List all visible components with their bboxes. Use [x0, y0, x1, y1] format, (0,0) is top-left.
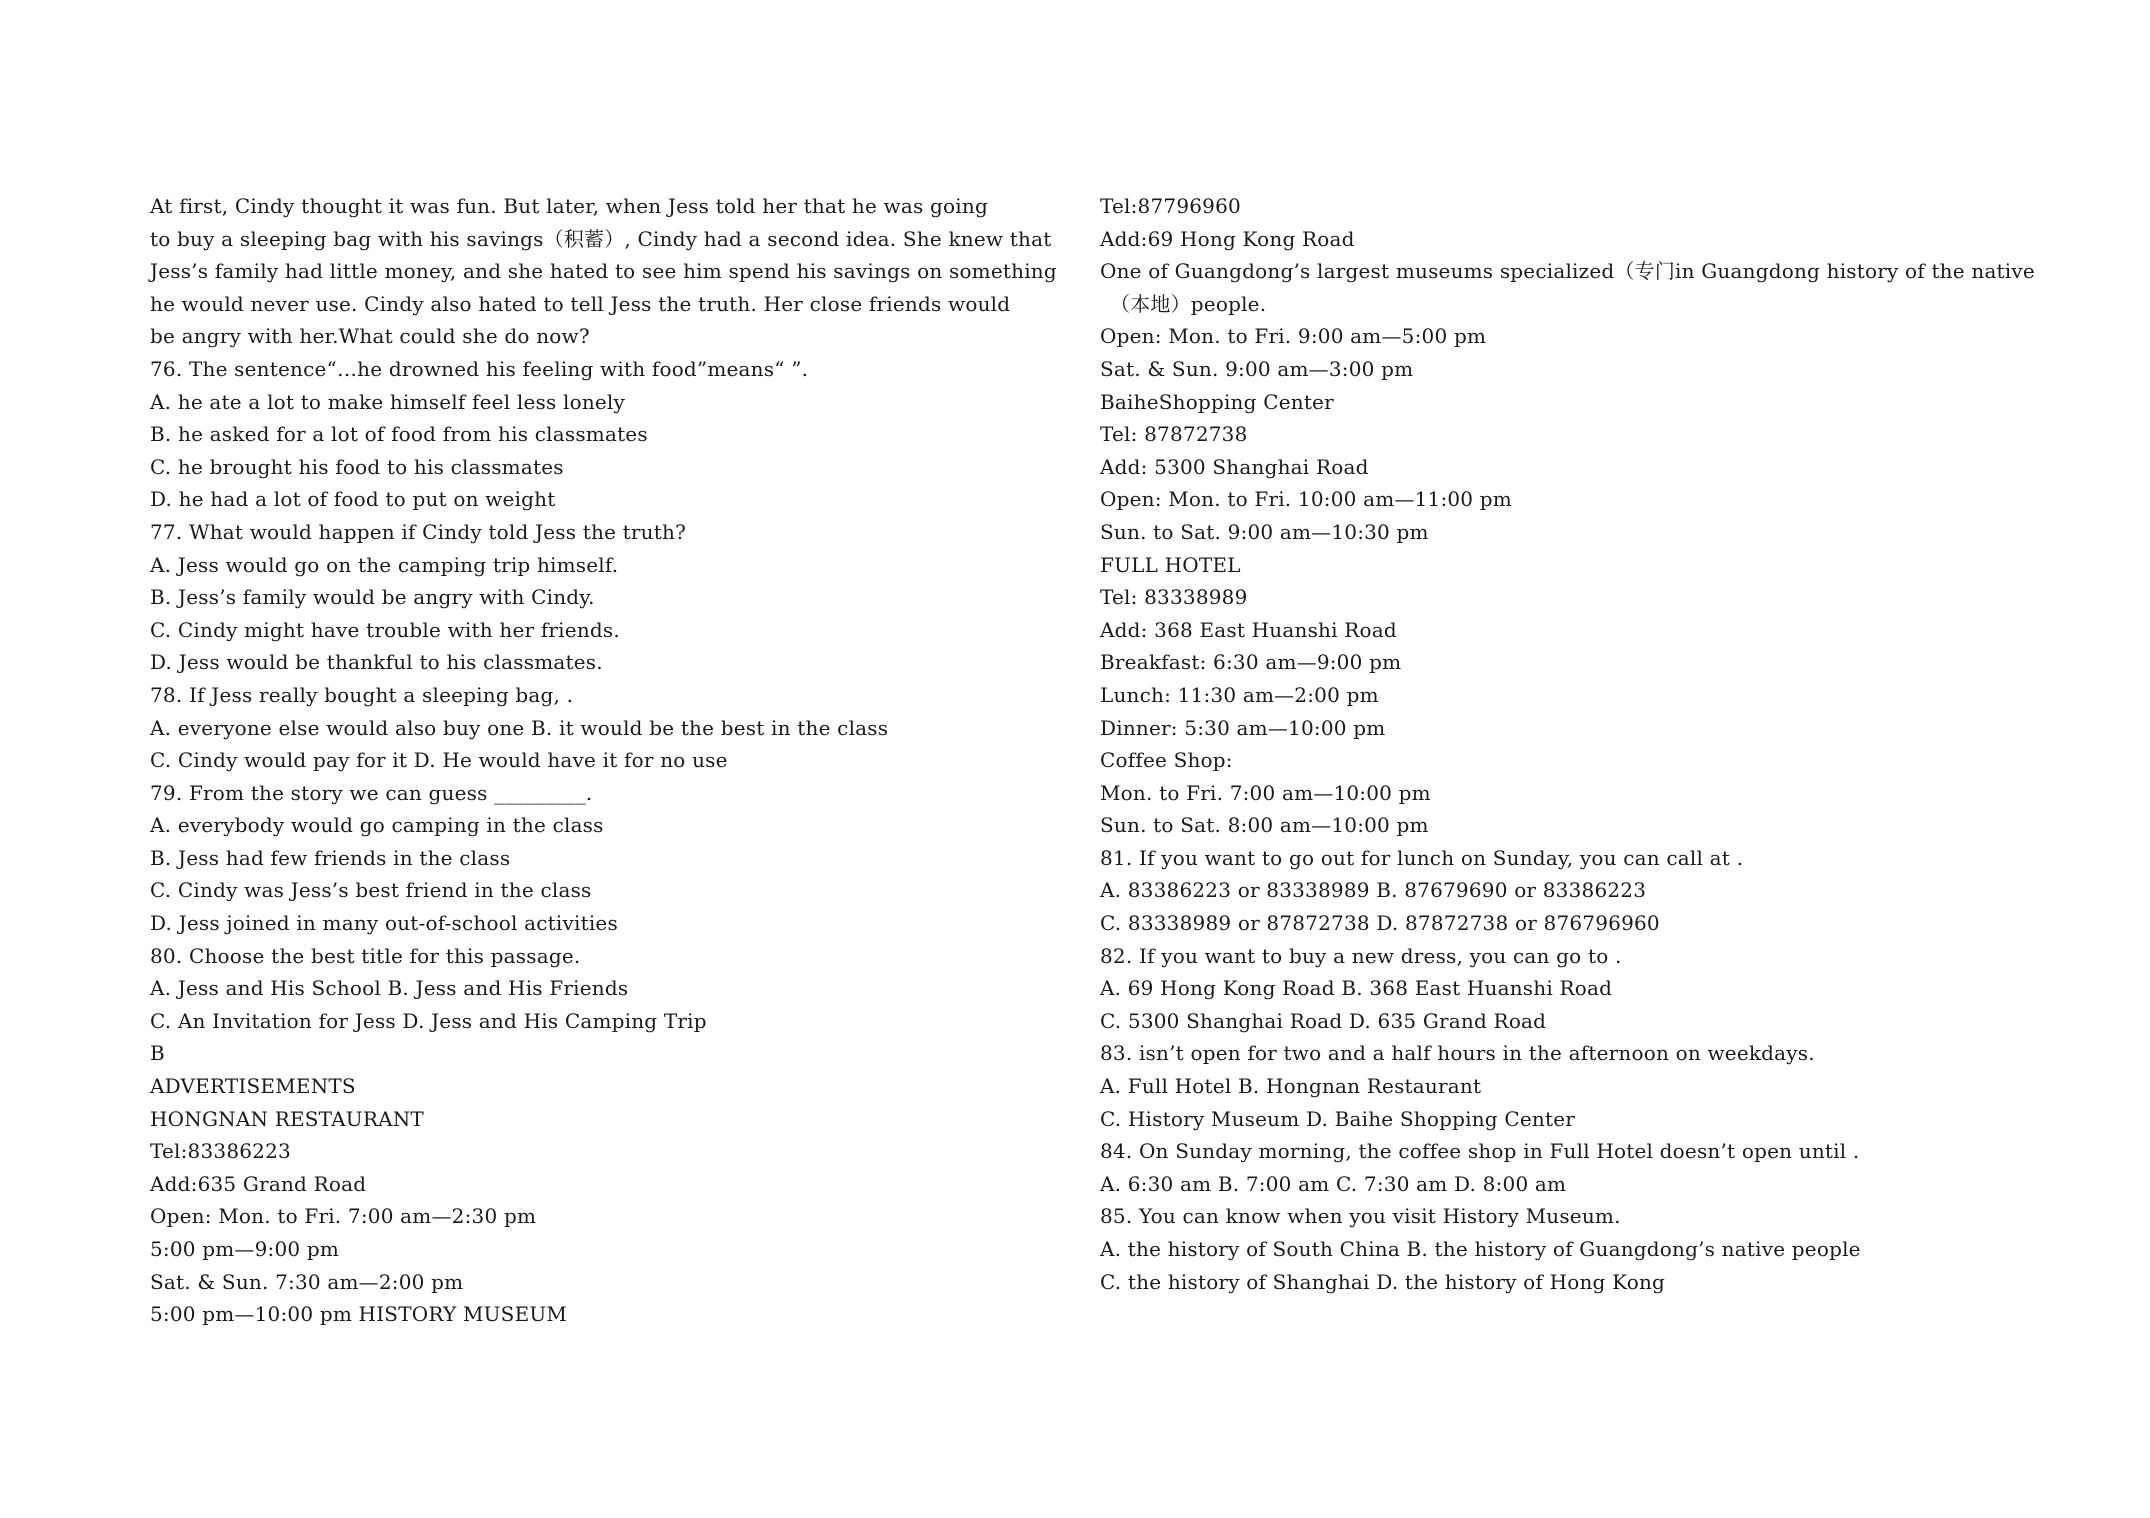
left-text-line: At first, Cindy thought it was fun. But later, when Jess told her that he was going — [150, 194, 988, 218]
right-text-line: A. 83386223 or 83338989 B. 87679690 or 83386223 — [1100, 878, 1647, 903]
right-text-line: Tel: 83338989 — [1100, 585, 1248, 610]
right-text-line: BaiheShopping Center — [1100, 389, 1334, 414]
left-text-line: C. An Invitation for Jess D. Jess and His Camping Trip — [150, 1008, 707, 1033]
left-text-line: 80. Choose the best title for this passage. — [150, 943, 581, 968]
left-text-line: Add:635 Grand Road — [150, 1171, 367, 1196]
right-text-line: Tel: 87872738 — [1100, 422, 1248, 447]
right-text-line: A. 69 Hong Kong Road B. 368 East Huanshi Road — [1100, 976, 1613, 1001]
right-text-line: 81. If you want to go out for lunch on Sunday, you can call at . — [1100, 845, 1744, 870]
left-text-line: he would never use. Cindy also hated to tell Jess the truth. Her close friends would — [150, 291, 1011, 316]
left-text-line: C. Cindy would pay for it D. He would have it for no use — [150, 748, 728, 773]
left-text-line: C. he brought his food to his classmates — [150, 454, 564, 479]
right-text-line: C. the history of Shanghai D. the history of Hong Kong — [1100, 1269, 1666, 1294]
right-text-line: （本地）people. — [1110, 291, 1267, 316]
left-text-line: Jess’s family had little money, and she hated to see him spend his savings on something — [150, 259, 1057, 284]
right-text-line: One of Guangdong’s largest museums specialized（专门in Guangdong history of the native — [1100, 259, 2035, 284]
right-text-line: Sun. to Sat. 9:00 am—10:30 pm — [1100, 519, 1429, 544]
left-text-line: B. Jess’s family would be angry with Cindy. — [150, 585, 595, 610]
right-text-line: Open: Mon. to Fri. 10:00 am—11:00 pm — [1100, 487, 1512, 512]
right-text-line: Add:69 Hong Kong Road — [1100, 226, 1355, 251]
right-text-line: Mon. to Fri. 7:00 am—10:00 pm — [1100, 780, 1431, 805]
left-text-line: A. everyone else would also buy one B. it would be the best in the class — [150, 715, 889, 740]
right-text-line: 82. If you want to buy a new dress, you can go to . — [1100, 943, 1622, 968]
left-text-line: 77. What would happen if Cindy told Jess the truth? — [150, 519, 687, 544]
right-text-line: 85. You can know when you visit History Museum. — [1100, 1204, 1621, 1229]
left-text-line: Tel:83386223 — [150, 1139, 291, 1164]
left-text-line: B. Jess had few friends in the class — [150, 845, 511, 870]
left-text-line: 5:00 pm—9:00 pm — [150, 1237, 340, 1261]
right-text-line: A. the history of South China B. the history of Guangdong’s native people — [1100, 1237, 1861, 1261]
left-text-line: Open: Mon. to Fri. 7:00 am—2:30 pm — [150, 1204, 537, 1229]
right-text-line: C. History Museum D. Baihe Shopping Center — [1100, 1106, 1576, 1131]
right-text-line: Open: Mon. to Fri. 9:00 am—5:00 pm — [1100, 324, 1487, 349]
left-text-line: 78. If Jess really bought a sleeping bag, . — [150, 682, 574, 707]
left-text-line: B. he asked for a lot of food from his classmates — [150, 422, 648, 447]
right-text-column — [1100, 190, 2100, 1298]
left-text-line: D. Jess joined in many out-of-school activities — [150, 911, 618, 936]
right-text-line: Tel:87796960 — [1100, 194, 1241, 218]
right-text-line: Dinner: 5:30 am—10:00 pm — [1100, 715, 1386, 740]
left-text-line: HONGNAN RESTAURANT — [150, 1106, 424, 1131]
left-text-line: A. everybody would go camping in the class — [150, 813, 604, 838]
left-text-line: A. Jess would go on the camping trip himself. — [150, 552, 619, 577]
left-text-line: D. Jess would be thankful to his classmates. — [150, 650, 603, 675]
left-text-line: ADVERTISEMENTS — [150, 1074, 356, 1099]
right-text-line: FULL HOTEL — [1100, 552, 1241, 577]
left-text-line: 76. The sentence“…he drowned his feeling with food”means“ ”. — [150, 356, 809, 381]
left-text-line: D. he had a lot of food to put on weight — [150, 487, 556, 512]
left-text-line: C. Cindy was Jess’s best friend in the class — [150, 878, 592, 903]
left-text-line: B — [150, 1041, 165, 1066]
right-text-line: Breakfast: 6:30 am—9:00 pm — [1100, 650, 1402, 675]
left-text-line: C. Cindy might have trouble with her friends. — [150, 617, 620, 642]
right-text-line: Coffee Shop: — [1100, 748, 1233, 773]
left-text-line: be angry with her.What could she do now? — [150, 324, 590, 349]
right-text-line: Sat. & Sun. 9:00 am—3:00 pm — [1100, 356, 1414, 381]
right-text-line: A. 6:30 am B. 7:00 am C. 7:30 am D. 8:00 am — [1100, 1171, 1567, 1196]
right-text-line: Lunch: 11:30 am—2:00 pm — [1100, 682, 1379, 707]
right-text-line: Add: 5300 Shanghai Road — [1100, 454, 1369, 479]
right-text-line: 83. isn’t open for two and a half hours in the afternoon on weekdays. — [1100, 1041, 1815, 1066]
left-text-line: 79. From the story we can guess _________. — [150, 780, 593, 805]
right-text-line: A. Full Hotel B. Hongnan Restaurant — [1100, 1074, 1482, 1099]
left-text-column — [150, 190, 1100, 1331]
right-text-line: 84. On Sunday morning, the coffee shop in Full Hotel doesn’t open until . — [1100, 1139, 1860, 1164]
left-text-line: Sat. & Sun. 7:30 am—2:00 pm — [150, 1269, 464, 1294]
left-text-line: 5:00 pm—10:00 pm HISTORY MUSEUM — [150, 1302, 568, 1327]
left-text-line: to buy a sleeping bag with his savings（积蓄）, Cindy had a second idea. She knew that — [150, 226, 1052, 251]
right-text-line: C. 83338989 or 87872738 D. 87872738 or 876796960 — [1100, 911, 1660, 936]
right-text-line: Sun. to Sat. 8:00 am—10:00 pm — [1100, 813, 1429, 838]
right-text-line: C. 5300 Shanghai Road D. 635 Grand Road — [1100, 1008, 1547, 1033]
left-text-line: A. he ate a lot to make himself feel less lonely — [150, 389, 626, 414]
left-text-line: A. Jess and His School B. Jess and His Friends — [150, 976, 629, 1001]
right-text-line: Add: 368 East Huanshi Road — [1100, 617, 1397, 642]
